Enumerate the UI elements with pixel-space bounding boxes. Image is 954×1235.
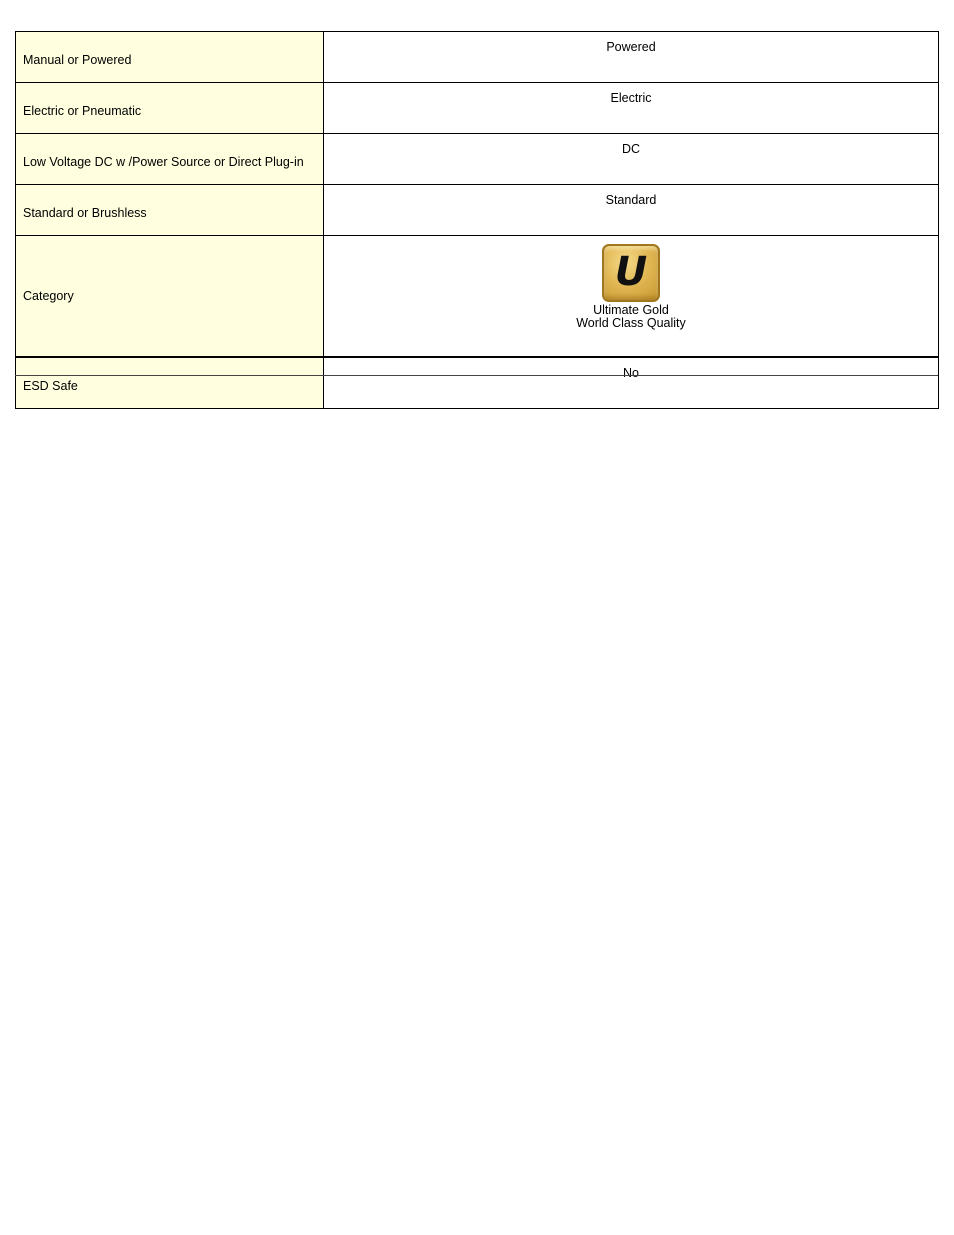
spec-label: Low Voltage DC w /Power Source or Direct Plug-in	[23, 155, 304, 169]
table-row	[16, 83, 939, 134]
table-row	[16, 236, 939, 358]
table-row	[16, 32, 939, 83]
horizontal-divider	[15, 375, 938, 376]
spec-value-cell	[324, 236, 939, 358]
table-row	[16, 357, 939, 409]
spec-value-cell	[324, 185, 939, 236]
spec-value-cell	[324, 83, 939, 134]
spec-label: Electric or Pneumatic	[23, 104, 142, 118]
spec-table	[15, 31, 939, 409]
spec-value: Powered	[606, 40, 656, 54]
category-name: Ultimate Gold	[593, 303, 669, 317]
table-row	[16, 134, 939, 185]
category-tagline: World Class Quality	[576, 316, 686, 330]
spec-label: ESD Safe	[23, 379, 78, 393]
spec-value: Electric	[610, 91, 652, 105]
spec-label: Manual or Powered	[23, 53, 132, 67]
spec-label-cell	[16, 83, 324, 134]
badge-letter: U	[614, 249, 648, 295]
spec-label-cell	[16, 32, 324, 83]
spec-label-cell	[16, 134, 324, 185]
spec-label-cell	[16, 357, 324, 409]
spec-value-cell	[324, 357, 939, 409]
spec-value: DC	[621, 142, 641, 156]
spec-label: Category	[23, 289, 74, 303]
spec-value: Standard	[605, 193, 657, 207]
spec-value: No	[623, 366, 639, 380]
spec-value-cell	[324, 134, 939, 185]
spec-label: Standard or Brushless	[23, 206, 147, 220]
spec-value-cell	[324, 32, 939, 83]
table-row	[16, 185, 939, 236]
spec-label-cell	[16, 185, 324, 236]
ultimate-gold-badge-icon	[602, 244, 660, 302]
spec-label-cell	[16, 236, 324, 358]
